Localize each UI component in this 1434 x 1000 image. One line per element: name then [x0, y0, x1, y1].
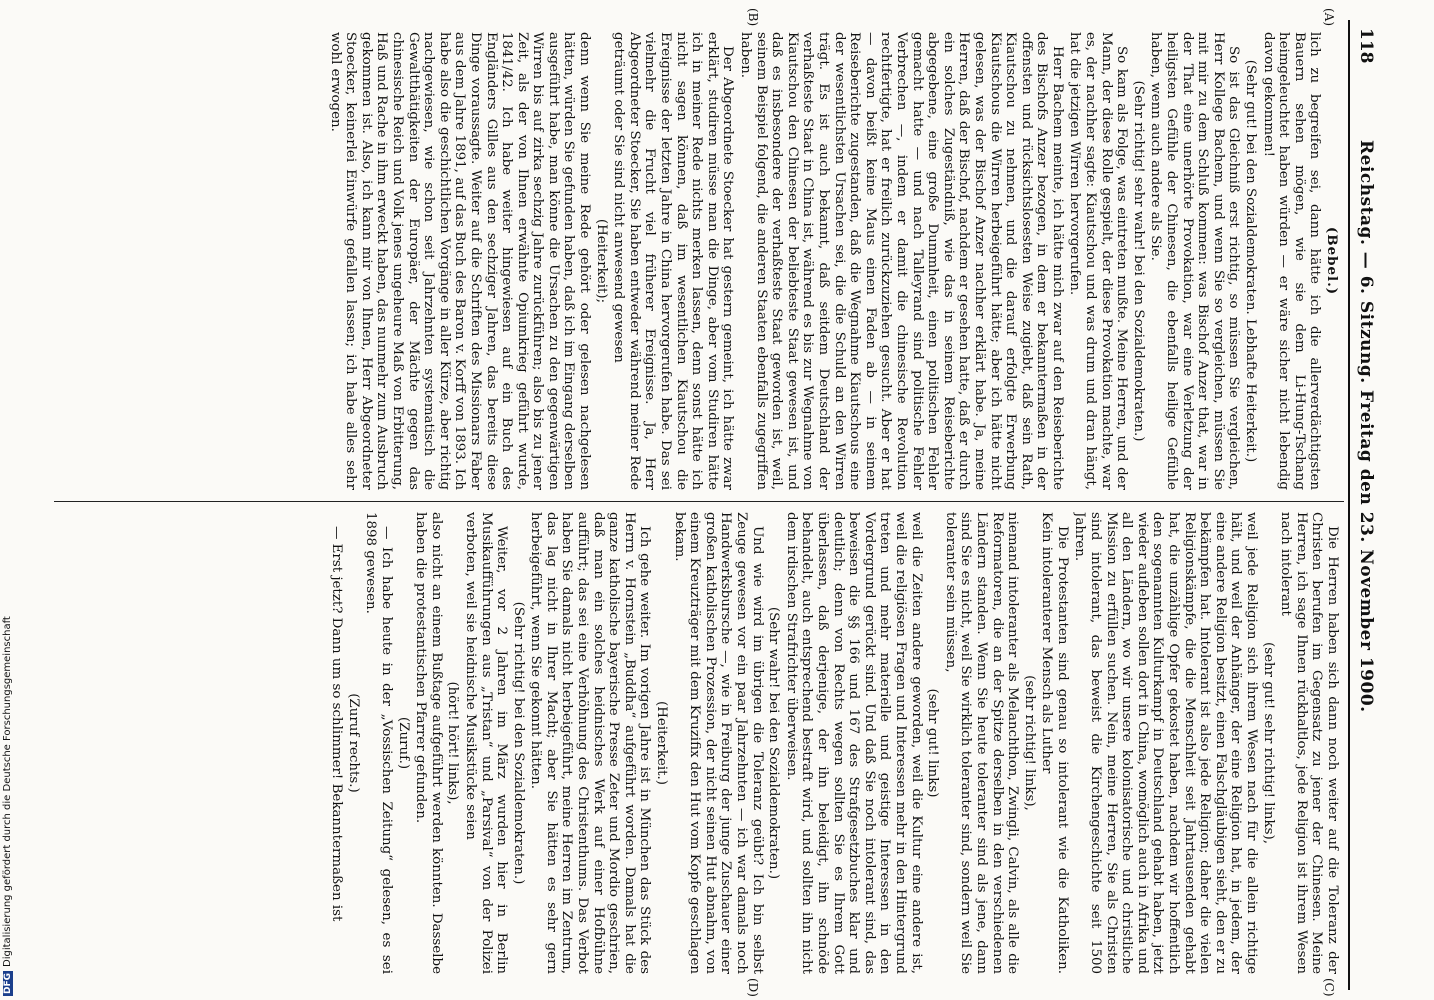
paragraph: weil die Zeiten andere geworden, weil die Kultur eine andere ist, weil die religiösen Fragen und Interessen mehr in den Hintergrund treten und mehr materielle und geistige Interessen in den Vordergrund gerückt sind. Und daß Sie noch intolerant sind, das beweisen die §§ 166 und 167 des Strafgesetzbuches klar und deutlich; denn von Rechts wegen sollten Sie es Ihrem Gott überlassen, daß derjenige, der ihn beleidigt, ihn schnöde behandelt, auch entsprechend bestraft wird, und sollten ihn nicht dem irdischen Strafrichter überweisen.: [783, 512, 924, 974]
paragraph: — Erst jetzt? Dann um so schlimmer! Bekanntermaßen ist: [329, 526, 345, 922]
remark: (Heiterkeit.): [654, 701, 670, 785]
remark: (Sehr wahr! bei den Sozialdemokraten.): [766, 606, 782, 880]
remark: (hört! hört! links),: [445, 681, 461, 805]
paragraph: weil jede Religion sich ihrem Wesen nach für die allein richtige hält, und weil der Anhänger, der eine Religion hat, in jedem, der eine andere Religion besitzt, einen Falschgläubigen sieht, den er zu bekämpfen hat. Intolerant ist also jede Religion; daher die vielen Religionskämpfe, die die Menschheit seit Jahrtausenden gehabt hat, die unzählige Opfer gekostet haben, nachdem wir hoffentlich den sogenannten Kulturkampf in Deutschland gehabt haben, jetzt wieder aufleben sollen dort in China, womöglich auch in Afrika und all den Ländern, wo wir unsere kolonisatorische und christliche Mission zu erfüllen suchen. Nein, meine Herren, Sie als Christen sind intolerant, das beweist die Kirchengeschichte seit 1500 Jahren.: [1072, 512, 1260, 974]
paragraph: — Ich habe heute in der „Vossischen Zeitung“ gelesen, es sei 1898 gewesen.: [363, 512, 394, 974]
paragraph: niemand intoleranter als Melanchthon, Zwingli, Calvin, als alle die Reformatoren, die an der Spitze derselben in den verschiedenen Ländern standen. Wenn Sie heute toleranter sind als jene, dann sind Sie es nicht, weil Sie wirklich toleranter sind, sondern weil Sie toleranter sein müssen,: [942, 512, 1021, 974]
running-head: Reichstag. — 6. Sitzung. Freitag den 23. November 1900.: [1356, 140, 1376, 713]
remark: (Heiterkeit);: [593, 218, 609, 304]
right-column: [50, 512, 1340, 974]
paragraph: Ich gehe weiter. Im vorigen Jahre ist in München das Stück des Herrn v. Hornstein „Buddha“ aufgeführt worden. Damals hat die ganze katholische bayerische Presse Zeter und Mordio geschrien, daß man ein solches heidnisches Werk auf einer Hofbühne aufführt; das sei eine Verhöhnung des Christenthums. Das Verbot haben Sie damals nicht herbeigeführt, meine Herren im Zentrum, das lag nicht in Ihrer Macht; aber Sie hätten es sehr gern herbeigeführt, wenn Sie gekonnt hätten.: [528, 512, 653, 974]
rotated-text-block: [50, 8, 1380, 997]
paragraph: lich zu begreifen sei, dann hätte ich die allerverdächtigsten Bauern sehen mögen, wie sie dem Li-Hung-Tschang heimgeleuchtet haben würden — er wäre sicher nicht lebendig davon gekommen!: [1260, 32, 1323, 490]
margin-mark-b: (B): [746, 8, 760, 27]
paragraph: denn wenn Sie meine Rede gehört oder gelesen nachgelesen hätten, würden Sie gefunden haben, daß ich im Eingang derselben ausgeführt habe, man könne die Ursachen zu den gegenwärtigen Wirren bis auf zirka sechzig Jahre zurückführen; also bis zu jener Zeit, als der von Ihnen erwähnte Opiumkrieg geführt wurde, 1841/42. Ich habe weiter hingewiesen auf ein Buch des Engländers Gilles aus den sechziger Jahren, das bereits diese Dinge voraussagte. Weiter auf die Schriften des Missionars Faber aus dem Jahre 1891, auf das Buch des Baron v. Korff von 1893. Ich habe also die geschichtlichen Vorgänge in aller Kürze, aber richtig nachgewiesen, wie schon seit Jahrzehnten systematisch die Gewaltthätigkeiten der Europäer, der Mächte gegen das chinesische Reich und Volk jenes ungeheure Maß von Erbitterung, Haß und Rache in ihm erweckt haben, das nunmehr zum Ausbruch gekommen ist. Also, ich kann mir von Ihnen, Herr Abgeordneter Stoecker, keinerlei Einwürfe gefallen lassen; ich habe alles sehr wohl erwogen.: [327, 32, 593, 490]
remark: (Sehr gut! bei den Sozialdemokraten. Lebhafte Heiterkeit.): [1243, 59, 1259, 463]
column-divider: [54, 501, 1344, 502]
margin-mark-d: (D): [746, 978, 760, 997]
remark: (Sehr richtig! bei den Sozialdemokraten.): [510, 601, 526, 885]
paragraph: So ist das Gleichniß erst richtig, so müssen Sie vergleichen, Herr Kollege Bachem, und wenn Sie so vergleichen, müssen Sie mit mir zu dem Schluß kommen: was Bischof Anzer that, war in der That eine unerhörte Provokation, war eine Verletzung der heiligsten Gefühle der Chinesen, die ebenfalls heilige Gefühle haben, wenn auch andere als Sie.: [1148, 32, 1242, 490]
paragraph: Und wie wird im übrigen die Toleranz geübt? Ich bin selbst Zeuge gewesen vor ein paar Jahrzehnten — ich war damals noch Handwerksbursche —, wie in Freiburg der junge Zuschauer einer großen katholischen Prozession, der nicht seinen Hut abnahm, von einem Kreuzträger mit dem Kruzifix den Hut vom Kopfe geschlagen bekam.: [671, 512, 765, 974]
remark: (sehr richtig! links),: [1021, 675, 1037, 811]
dfg-logo: DFG: [3, 972, 13, 994]
page-number: 118: [1356, 28, 1376, 64]
left-column: [50, 32, 1340, 490]
remark: (sehr gut! links): [925, 688, 941, 798]
remark: (sehr gut! sehr richtig! links),: [1260, 642, 1276, 844]
paragraph: Weiter, vor 2 Jahren im März wurden hier in Berlin Musikaufführungen aus „Tristan“ und „Parsival“ von der Polizei verboten, weil sie heidnische Musikstücke seien: [462, 512, 510, 974]
paragraph: Der Abgeordnete Stoecker hat gestern gemeint, ich hätte zwar erklärt, studiren müsse man die Dinge, aber vom Studiren hätte ich in meiner Rede nichts merken lassen, denn sonst hätte ich nicht sagen können, daß im wesentlichen Kiautschou die Ereignisse der letzten Jahre in China hervorgerufen habe. Das sei vielmehr die Frucht viel früherer Ereignisse. Ja, Herr Abgeordneter Stoecker, Sie haben entweder während meiner Rede geträumt oder Sie sind nicht anwesend gewesen: [611, 32, 736, 490]
remark: (Sehr richtig! sehr wahr! bei den Sozialdemokraten.): [1130, 80, 1146, 442]
paragraph: So kam als Folge, was eintreten mußte. Meine Herren, und der Mann, der diese Rolle gespielt, der diese Provokation machte, war es, der nachher sagte: Kiautschou und was drum und dran hängt, hat die jetzigen Wirren hervorgerufen.: [1067, 32, 1130, 490]
remark: (Zuruf.): [395, 716, 411, 770]
speaker-name: (Bebel.): [1324, 226, 1340, 296]
margin-mark-c: (C): [1322, 978, 1336, 997]
paragraph: also nicht an einem Bußtage aufgeführt werden könnten. Dasselbe haben die protestantischen Pfarrer gefunden.: [413, 512, 444, 974]
digitization-credit: [2, 0, 16, 996]
page-header: [1352, 20, 1380, 990]
paragraph: Die Protestanten sind genau so intolerant wie die Katholiken. Kein intoleranterer Mensch als Luther: [1039, 512, 1070, 974]
credit-text: Digitalisierung gefördert durch die Deutsche Forschungsgemeinschaft: [2, 616, 13, 967]
paragraph: Die Herren haben sich dann noch weiter auf die Toleranz der Christen berufen im Gegensatz zu jener der Chinesen. Meine Herren, ich sage Ihnen rückhaltlos, jede Religion ist ihrem Wesen nach intolerant: [1278, 512, 1340, 974]
margin-mark-a: (A): [1322, 8, 1336, 27]
remark: (Zuruf rechts.): [345, 693, 361, 793]
header-rule: [1348, 20, 1350, 990]
paragraph: Herr Bachem meinte, ich hätte mich zwar auf den Reiseberichte des Bischofs Anzer bezogen, in dem er bekanntermaßen in der offensten und rücksichtslosesten Weise zugiebt, daß sein Rath, Kiautschou zu nehmen, und die darauf erfolgte Erwerbung Kiautschous die Wirren herbeigeführt hätte; aber ich hätte nicht gelesen, was der Bischof Anzer nachher erklärt habe. Ja, meine Herren, daß der Bischof, nachdem er gesehen hatte, daß er durch ein solches Zugeständniß, wie das in seinem Reiseberichte abgegebene, eine große Dummheit, einen politischen Fehler gemacht hatte — und nach Talleyrand sind politische Fehler Verbrechen —, indem er damit die chinesische Revolution rechtfertigte, hat er freilich zurückzuziehen gesucht. Aber er hat — davon beißt keine Maus einen Faden ab — in seinem Reiseberichte zugestanden, daß die Wegnahme Kiautschous eine der wesentlichsten Ursachen sei, die die Schuld an den Wirren trägt. Es ist auch bekannt, daß seitdem Deutschland der verhaßteste Staat in China ist, während es bis zur Wegnahme von Kiautschou den Chinesen der beliebteste Staat gewesen ist, und daß es insbesondere der verhaßteste Staat geworden ist, weil, seinem Beispiel folgend, die anderen Staaten ebenfalls zugegriffen haben.: [738, 32, 1065, 490]
